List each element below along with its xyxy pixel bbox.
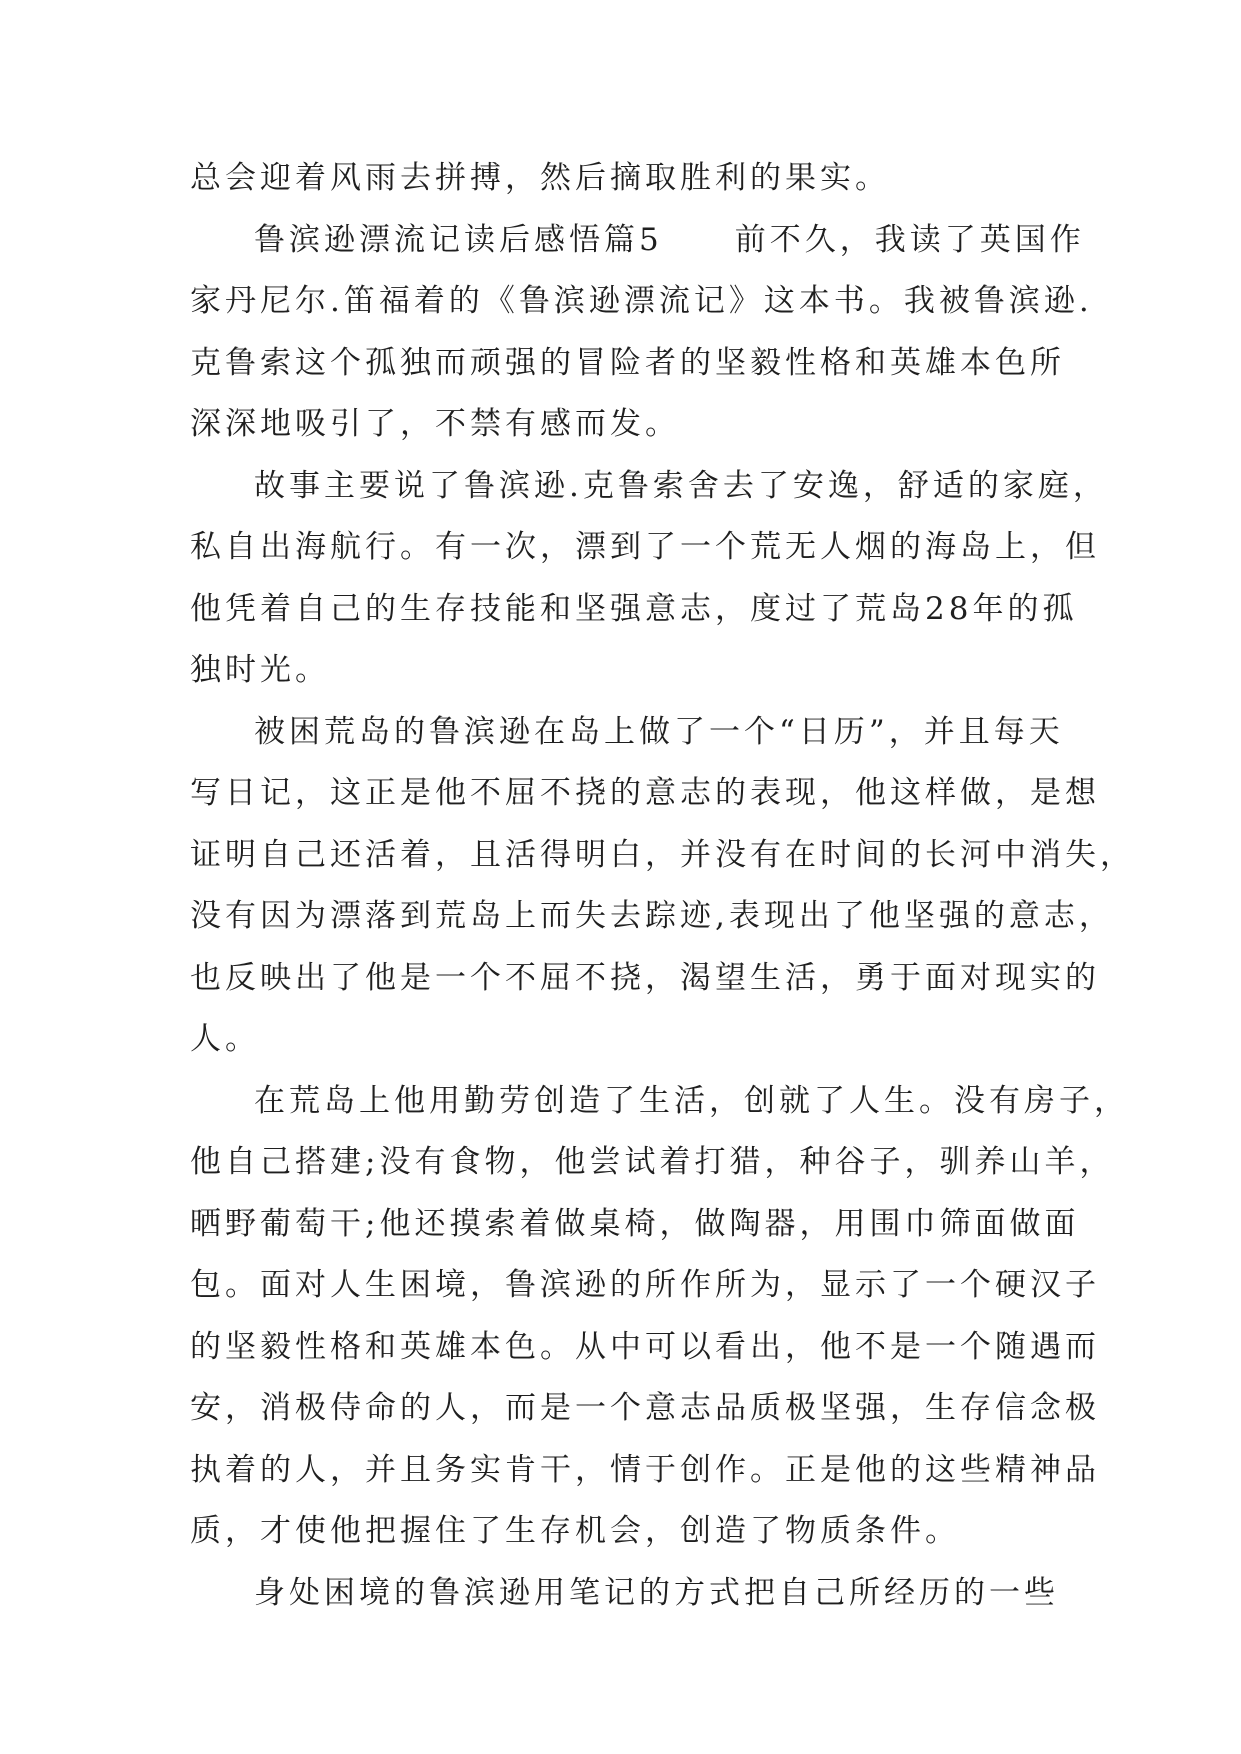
text-line-17: 他自己搭建;没有食物，他尝试着打猎，种谷子，驯养山羊， [190,1144,1115,1180]
text-line-19: 包。面对人生困境，鲁滨逊的所作所为，显示了一个硬汉子 [190,1267,1100,1303]
text-line-12: 证明自己还活着，且活得明白，并没有在时间的长河中消失， [190,836,1135,873]
text-line-5: 深深地吸引了，不禁有感而发。 [190,406,680,442]
text-line-6: 故事主要说了鲁滨逊.克鲁索舍去了安逸，舒适的家庭， [254,467,1108,504]
section-heading: 鲁滨逊漂流记读后感悟篇5 [254,221,663,258]
text-line-13: 没有因为漂落到荒岛上而失去踪迹,表现出了他坚强的意志， [190,898,1114,934]
text-line-2 [190,210,1085,272]
text-line-18: 晒野葡萄干;他还摸索着做桌椅，做陶器，用围巾筛面做面 [190,1205,1080,1242]
text-line-15: 人。 [190,1021,260,1057]
text-line-20: 的坚毅性格和英雄本色。从中可以看出，他不是一个随遇而 [190,1328,1100,1365]
text-line-1: 总会迎着风雨去拼搏，然后摘取胜利的果实。 [190,160,890,196]
document-body [190,148,1135,1624]
text-line-8: 他凭着自己的生存技能和坚强意志，度过了荒岛28年的孤 [190,590,1078,627]
text-line-7: 私自出海航行。有一次，漂到了一个荒无人烟的海岛上，但 [190,529,1100,565]
paragraph-start: 前不久，我读了英国作 [734,221,1085,258]
text-line-9: 独时光。 [190,652,330,688]
text-line-23: 质，才使他把握住了生存机会，创造了物质条件。 [190,1513,960,1549]
text-line-22: 执着的人，并且务实肯干，情于创作。正是他的这些精神品 [190,1451,1100,1488]
text-line-3: 家丹尼尔.笛福着的《鲁滨逊漂流记》这本书。我被鲁滨逊. [190,283,1093,319]
text-line-16: 在荒岛上他用勤劳创造了生活，创就了人生。没有房子， [254,1082,1129,1119]
text-line-21: 安，消极侍命的人，而是一个意志品质极坚强，生存信念极 [190,1390,1100,1426]
text-line-10: 被困荒岛的鲁滨逊在岛上做了一个“日历”，并且每天 [254,713,1064,750]
text-line-11: 写日记，这正是他不屈不挠的意志的表现，他这样做，是想 [190,775,1100,811]
text-line-4: 克鲁索这个孤独而顽强的冒险者的坚毅性格和英雄本色所 [190,344,1065,381]
text-line-24: 身处困境的鲁滨逊用笔记的方式把自己所经历的一些 [254,1574,1059,1611]
text-line-14: 也反映出了他是一个不屈不挠，渴望生活，勇于面对现实的 [190,959,1100,996]
